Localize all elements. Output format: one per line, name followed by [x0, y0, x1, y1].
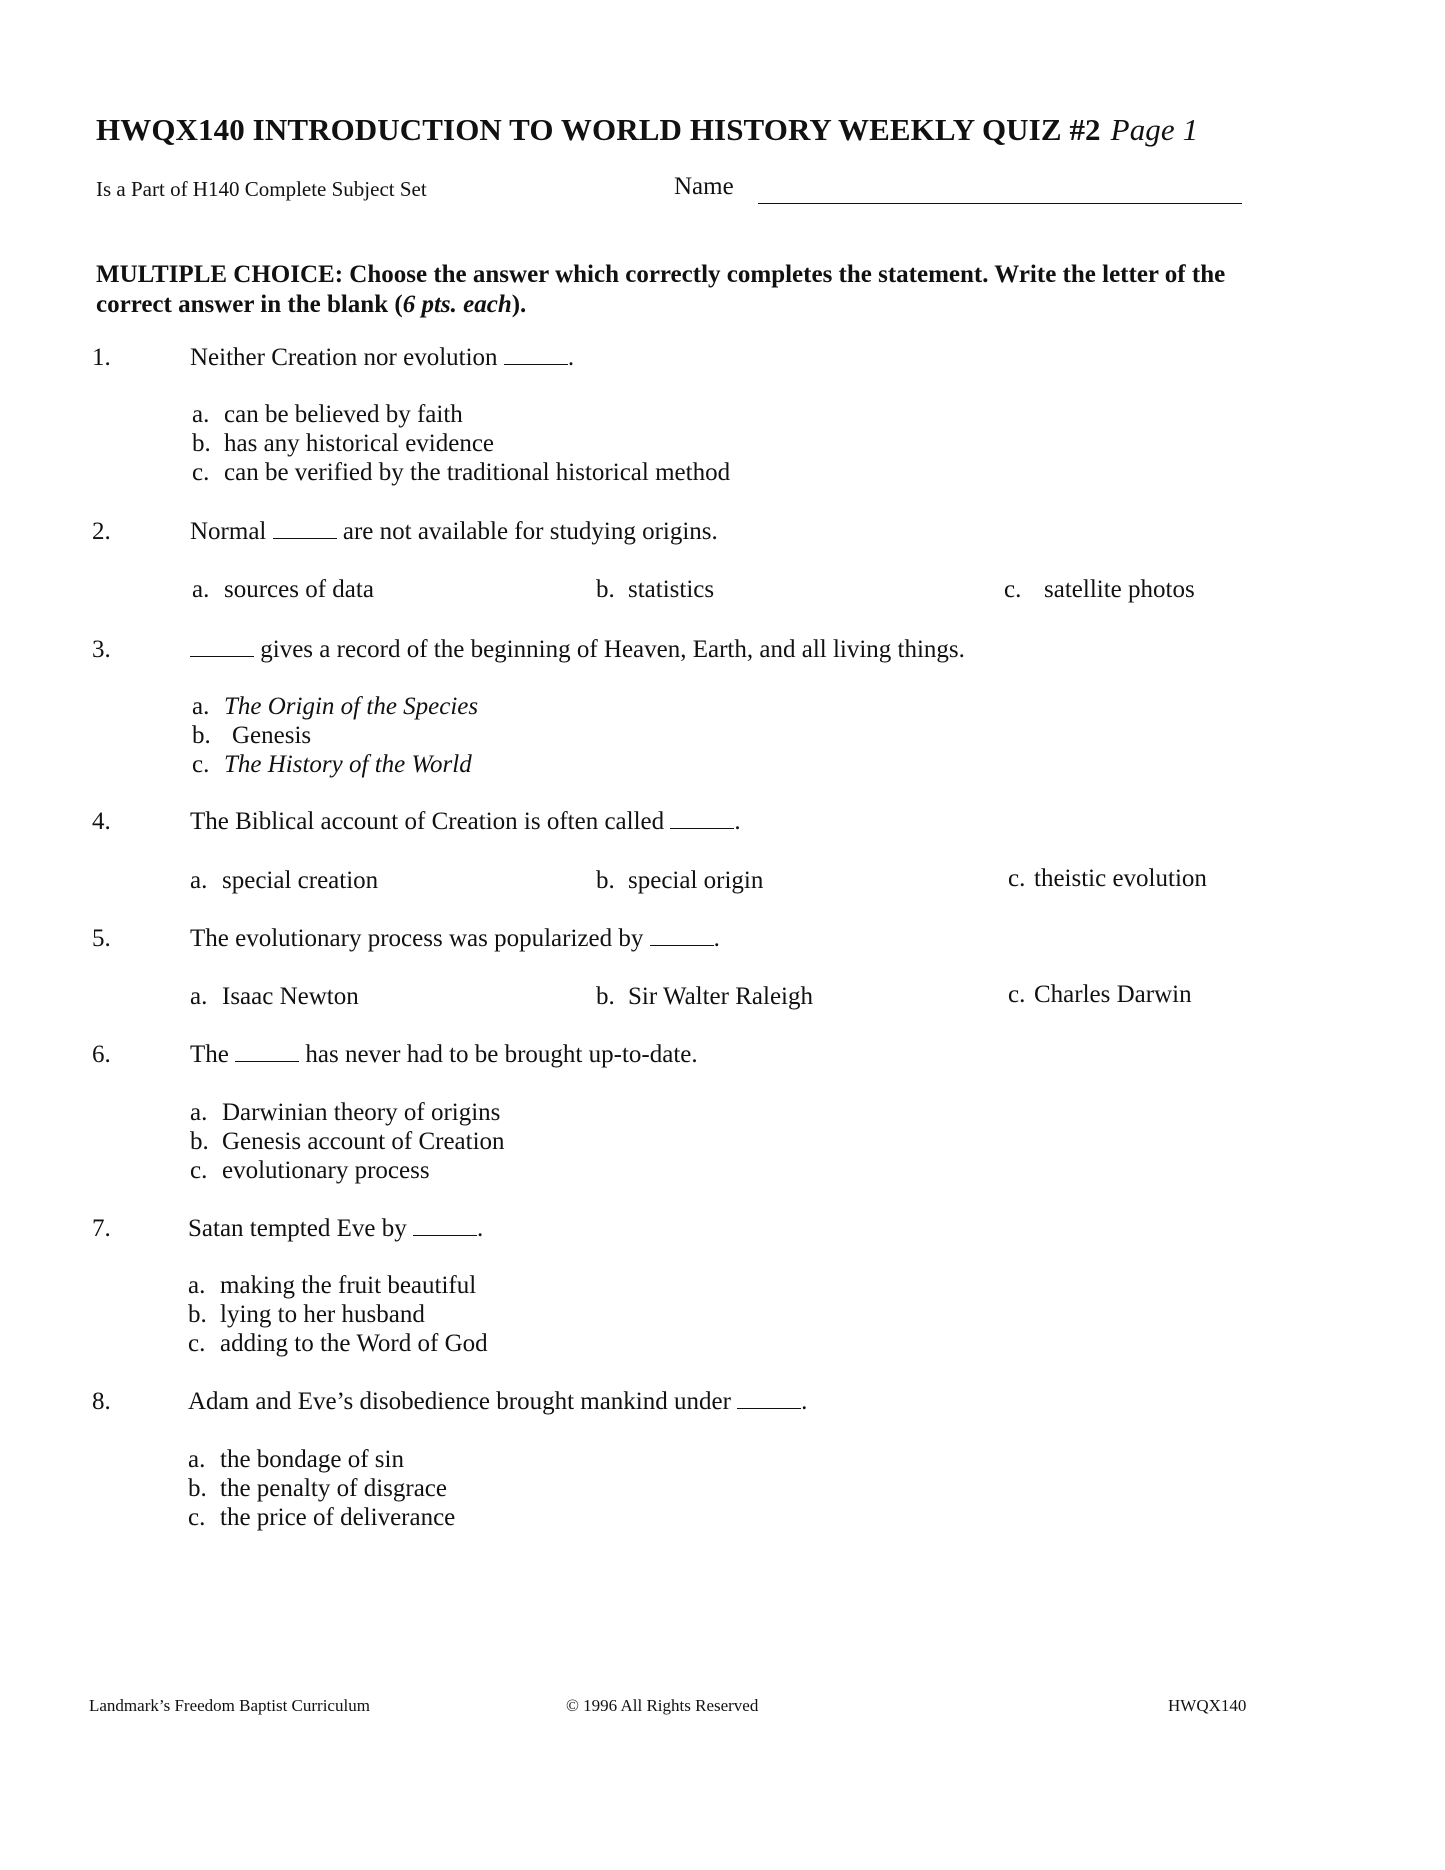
option-c: c. adding to the Word of God — [188, 1330, 488, 1357]
answer-blank[interactable] — [504, 344, 568, 365]
option-b: b. Sir Walter Raleigh — [596, 983, 813, 1010]
question-number: 7. — [92, 1215, 111, 1242]
option-a: a. Isaac Newton — [190, 983, 359, 1010]
question-text: Adam and Eve’s disobedience brought mankind under . — [188, 1388, 808, 1415]
question-text: The Biblical account of Creation is often called . — [190, 808, 741, 835]
footer-copyright: © 1996 All Rights Reserved — [566, 1696, 759, 1715]
answer-blank[interactable] — [650, 925, 714, 946]
option-b: b. Genesis — [192, 722, 312, 749]
option-a: a. can be believed by faith — [192, 401, 463, 428]
page-title — [96, 112, 1296, 148]
question-text: gives a record of the beginning of Heaven, Earth, and all living things. — [190, 636, 965, 664]
instructions-tail: ). — [511, 291, 527, 318]
question-text: Satan tempted Eve by . — [188, 1215, 484, 1242]
option-b: b. lying to her husband — [188, 1301, 425, 1328]
instructions — [96, 260, 1256, 320]
footer-code: HWQX140 — [1168, 1696, 1247, 1715]
name-label: Name — [674, 173, 734, 200]
option-c: c. the price of deliverance — [188, 1504, 456, 1531]
answer-blank[interactable] — [413, 1215, 477, 1236]
option-a: a. Darwinian theory of origins — [190, 1099, 501, 1126]
title-text: HWQX140 INTRODUCTION TO WORLD HISTORY WEEKLY QUIZ #2 — [96, 112, 1101, 147]
option-b: b. Genesis account of Creation — [190, 1128, 505, 1155]
question-number: 2. — [92, 518, 111, 545]
option-c: c. theistic evolution — [1008, 865, 1207, 892]
instructions-lead: MULTIPLE CHOICE: Choose the answer which correctly completes the statement. Write the letter of the correct answer in the blank ( — [96, 261, 1226, 318]
question-text: Neither Creation nor evolution . — [190, 344, 575, 371]
question-text: The has never had to be brought up-to-date. — [190, 1041, 698, 1068]
footer-publisher: Landmark’s Freedom Baptist Curriculum — [89, 1696, 370, 1715]
answer-blank[interactable] — [737, 1388, 801, 1409]
question-number: 1. — [92, 344, 111, 371]
question-text: Normal are not available for studying origins. — [190, 518, 718, 545]
option-b: b. special origin — [596, 867, 764, 894]
option-b: b. has any historical evidence — [192, 430, 495, 457]
question-number: 4. — [92, 808, 111, 835]
option-c: c. satellite photos — [1004, 576, 1195, 603]
question-number: 5. — [92, 925, 111, 952]
answer-blank[interactable] — [190, 636, 254, 657]
option-a: a. The Origin of the Species — [192, 693, 479, 720]
subject-set-note: Is a Part of H140 Complete Subject Set — [96, 177, 427, 201]
option-a: a. the bondage of sin — [188, 1446, 404, 1473]
question-number: 3. — [92, 636, 111, 663]
question-number: 6. — [92, 1041, 111, 1068]
instructions-points: 6 pts. each — [402, 291, 512, 318]
option-a: a. special creation — [190, 867, 379, 894]
question-number: 8. — [92, 1388, 111, 1415]
answer-blank[interactable] — [670, 808, 734, 829]
option-c: c. The History of the World — [192, 751, 472, 778]
answer-blank[interactable] — [235, 1041, 299, 1062]
option-b: b. statistics — [596, 576, 715, 603]
option-c: c. can be verified by the traditional historical method — [192, 459, 731, 486]
answer-blank[interactable] — [273, 518, 337, 539]
option-b: b. the penalty of disgrace — [188, 1475, 447, 1502]
name-field[interactable] — [758, 203, 1242, 204]
option-c: c. evolutionary process — [190, 1157, 430, 1184]
option-c: c. Charles Darwin — [1008, 981, 1192, 1008]
option-a: a. sources of data — [192, 576, 374, 603]
option-a: a. making the fruit beautiful — [188, 1272, 477, 1299]
page-number: Page 1 — [1110, 112, 1199, 147]
question-text: The evolutionary process was popularized by . — [190, 925, 720, 952]
